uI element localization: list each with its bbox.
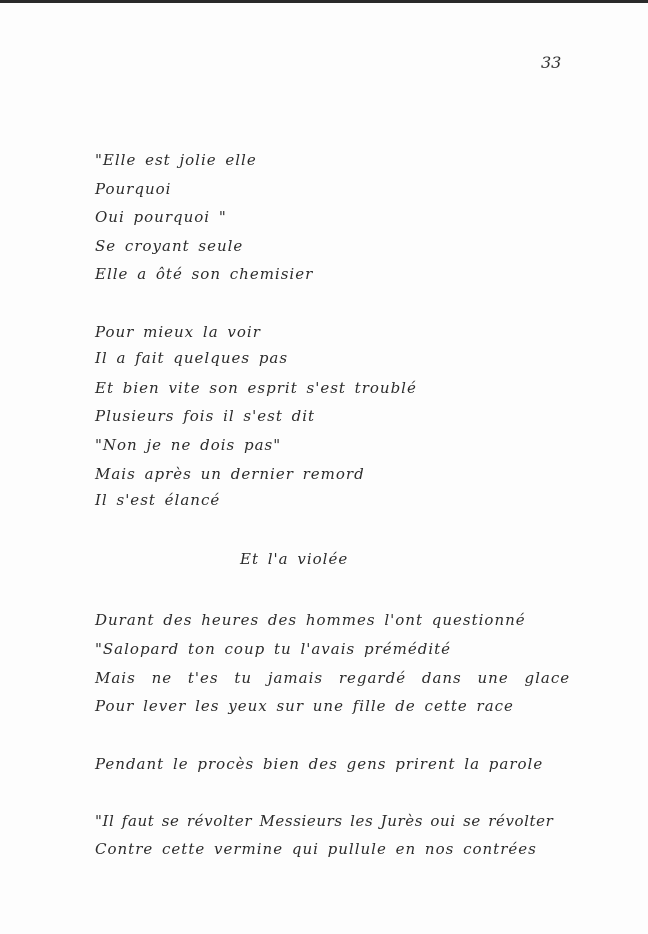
poem-line: Mais après un dernier remord (95, 465, 365, 483)
poem-line: Mais ne t'es tu jamais regardé dans une glace (95, 669, 571, 687)
poem-line: Et bien vite son esprit s'est troublé (95, 379, 417, 397)
poem-line: Il s'est élancé (95, 491, 221, 509)
poem-line: "Elle est jolie elle (95, 151, 257, 169)
poem-line: Elle a ôté son chemisier (95, 265, 314, 283)
page-number: 33 (541, 53, 562, 72)
poem-line: Durant des heures des hommes l'ont questionné (95, 611, 526, 629)
poem-line: Pendant le procès bien des gens prirent la parole (95, 755, 544, 773)
poem-line: Se croyant seule (95, 237, 244, 255)
poem-line: Pour mieux la voir (95, 323, 261, 341)
poem-line: "Il faut se révolter Messieurs les Jurès oui se révolter (95, 812, 554, 830)
poem-line: "Salopard ton coup tu l'avais prémédité (95, 640, 452, 658)
poem-line: "Non je ne dois pas" (95, 436, 282, 454)
poem-line: Oui pourquoi " (95, 208, 227, 226)
poem-line: Contre cette vermine qui pullule en nos contrées (95, 840, 537, 858)
poem-center-line: Et l'a violée (240, 550, 349, 568)
poem-line: Il a fait quelques pas (95, 349, 289, 367)
poem-line: Pour lever les yeux sur une fille de cette race (95, 697, 514, 715)
poem-line: Plusieurs fois il s'est dit (95, 407, 316, 425)
poem-line: Pourquoi (95, 180, 172, 198)
